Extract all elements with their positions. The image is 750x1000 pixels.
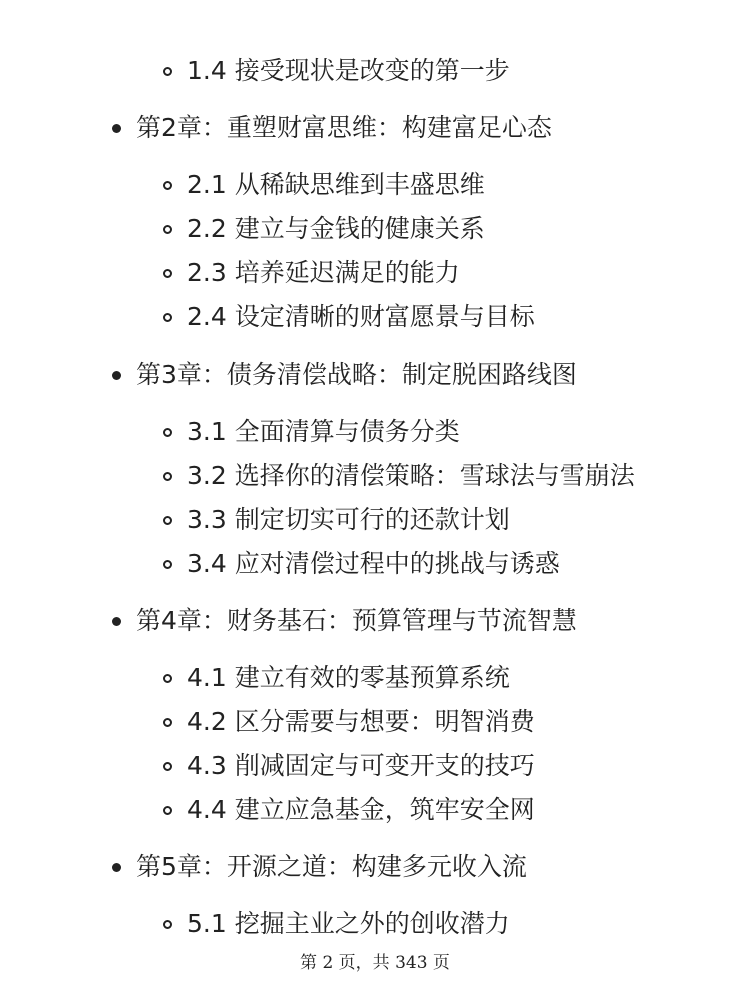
toc-item-text: 2.2 建立与金钱的健康关系: [187, 214, 485, 243]
toc-item-text: 4.1 建立有效的零基预算系统: [187, 663, 510, 692]
toc-item-text: 3.3 制定切实可行的还款计划: [187, 505, 510, 534]
toc-section-item[interactable]: [0, 49, 750, 93]
toc-section-item[interactable]: [0, 498, 750, 542]
toc-chapter-item[interactable]: [0, 353, 750, 397]
hollow-bullet-icon: [163, 516, 172, 525]
toc-chapter-item[interactable]: [0, 106, 750, 150]
toc-item-text: 2.3 培养延迟满足的能力: [187, 258, 460, 287]
toc-item-text: 3.4 应对清偿过程中的挑战与诱惑: [187, 549, 560, 578]
toc-item-text: 第4章：财务基石：预算管理与节流智慧: [136, 606, 577, 635]
hollow-bullet-icon: [163, 920, 172, 929]
toc-section-item[interactable]: [0, 295, 750, 339]
toc-item-text: 4.3 削减固定与可变开支的技巧: [187, 751, 535, 780]
hollow-bullet-icon: [163, 472, 172, 481]
toc-item-text: 第5章：开源之道：构建多元收入流: [136, 852, 527, 881]
toc-item-text: 5.1 挖掘主业之外的创收潜力: [187, 909, 510, 938]
hollow-bullet-icon: [163, 806, 172, 815]
hollow-bullet-icon: [163, 313, 172, 322]
hollow-bullet-icon: [163, 181, 172, 190]
toc-section-item[interactable]: [0, 542, 750, 586]
hollow-bullet-icon: [163, 67, 172, 76]
toc-section-item[interactable]: [0, 207, 750, 251]
toc-section-item[interactable]: [0, 454, 750, 498]
toc-section-item[interactable]: [0, 902, 750, 946]
toc-item-text: 第3章：债务清偿战略：制定脱困路线图: [136, 360, 577, 389]
toc-section-item[interactable]: [0, 410, 750, 454]
hollow-bullet-icon: [163, 225, 172, 234]
toc-item-text: 2.1 从稀缺思维到丰盛思维: [187, 170, 485, 199]
toc-section-item[interactable]: [0, 163, 750, 207]
filled-bullet-icon: [112, 617, 121, 626]
toc-chapter-item[interactable]: [0, 599, 750, 643]
toc-section-item[interactable]: [0, 788, 750, 832]
hollow-bullet-icon: [163, 560, 172, 569]
toc-section-item[interactable]: [0, 744, 750, 788]
hollow-bullet-icon: [163, 269, 172, 278]
toc-item-text: 4.2 区分需要与想要：明智消费: [187, 707, 535, 736]
filled-bullet-icon: [112, 371, 121, 380]
filled-bullet-icon: [112, 124, 121, 133]
filled-bullet-icon: [112, 863, 121, 872]
toc-section-item[interactable]: [0, 700, 750, 744]
toc-section-item[interactable]: [0, 251, 750, 295]
hollow-bullet-icon: [163, 718, 172, 727]
hollow-bullet-icon: [163, 762, 172, 771]
toc-item-text: 4.4 建立应急基金，筑牢安全网: [187, 795, 535, 824]
hollow-bullet-icon: [163, 674, 172, 683]
toc-item-text: 1.4 接受现状是改变的第一步: [187, 56, 510, 85]
hollow-bullet-icon: [163, 428, 172, 437]
toc-item-text: 3.2 选择你的清偿策略：雪球法与雪崩法: [187, 461, 635, 490]
toc-section-item[interactable]: [0, 656, 750, 700]
toc-item-text: 第2章：重塑财富思维：构建富足心态: [136, 113, 552, 142]
toc-item-text: 3.1 全面清算与债务分类: [187, 417, 460, 446]
page-indicator: 第 2 页，共 343 页: [300, 953, 450, 973]
toc-item-text: 2.4 设定清晰的财富愿景与目标: [187, 302, 535, 331]
toc-chapter-item[interactable]: [0, 845, 750, 889]
